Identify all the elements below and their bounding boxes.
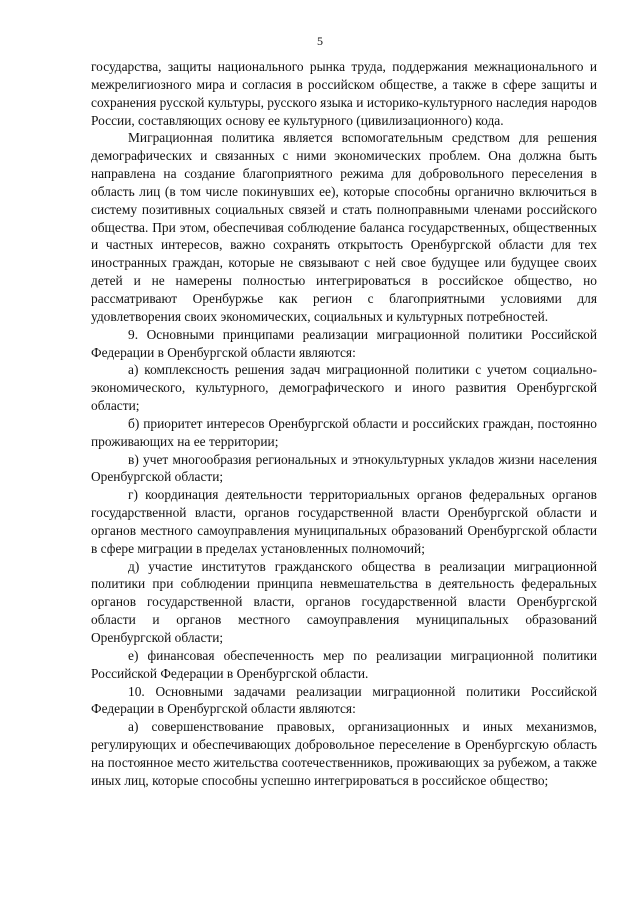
paragraph-principles-heading: 9. Основными принципами реализации миграционной политики Российской Федерации в Оренбургской области являются: <box>91 326 597 360</box>
list-item-task-a: а) совершенствование правовых, организационных и иных механизмов, регулирующих и обеспечивающих добровольное переселение в Оренбургскую область на постоянное место жительства соотечественников, проживающих за рубежом, а также иных лиц, которые способны успешно интегрироваться в российское общество; <box>91 719 597 788</box>
list-item-principle-e: д) участие институтов гражданского общества в реализации миграционной политики при соблюдении принципа невмешательства в деятельность федеральных органов государственной власти, органов государственной власти Оренбургской области и органов местного самоуправления муниципальных образований Оренбургской области; <box>91 558 597 645</box>
list-item-principle-c: в) учет многообразия региональных и этнокультурных укладов жизни населения Оренбургской области; <box>91 451 597 485</box>
list-item-principle-a: а) комплексность решения задач миграционной политики с учетом социально-экономического, культурного, демографического и иного развития Оренбургской области; <box>91 362 597 414</box>
document-body <box>91 58 597 790</box>
list-item-principle-b: б) приоритет интересов Оренбургской области и российских граждан, постоянно проживающих на ее территории; <box>91 415 597 449</box>
list-item-principle-f: е) финансовая обеспеченность мер по реализации миграционной политики Российской Федерации в Оренбургской области. <box>91 647 597 681</box>
paragraph-migration-policy: Миграционная политика является вспомогательным средством для решения демографических и связанных с ними экономических проблем. Она должна быть направлена на создание благоприятного режима для добровольного переселения в область лиц (в том числе покинувших ее), которые способны органично включиться в систему позитивных социальных связей и стать полноправными членами российского общества. При этом, обеспечивая соблюдение баланса государственных, общественных и частных интересов, важно сохранять открытость Оренбургской области для тех иностранных граждан, которые не связывают с ней свое будущее или будущее своих детей и не намерены полностью интегрироваться в российское общество, но рассматривают Оренбуржье как регион с благоприятными условиями для удовлетворения своих экономических, социальных и культурных потребностей. <box>91 130 597 324</box>
paragraph-continuation: государства, защиты национального рынка труда, поддержания межнационального и межрелигиозного мира и согласия в российском обществе, а также в сфере защиты и сохранения русской культуры, русского языка и историко-культурного наследия народов России, составляющих основу ее культурного (цивилизационного) кода. <box>91 59 597 128</box>
list-item-principle-d: г) координация деятельности территориальных органов федеральных органов государственной власти, органов государственной власти Оренбургской области и органов местного самоуправления муниципальных образований Оренбургской области в сфере миграции в пределах установленных полномочий; <box>91 487 597 556</box>
paragraph-tasks-heading: 10. Основными задачами реализации миграционной политики Российской Федерации в Оренбургской области являются: <box>91 683 597 717</box>
page-number: 5 <box>317 34 323 48</box>
